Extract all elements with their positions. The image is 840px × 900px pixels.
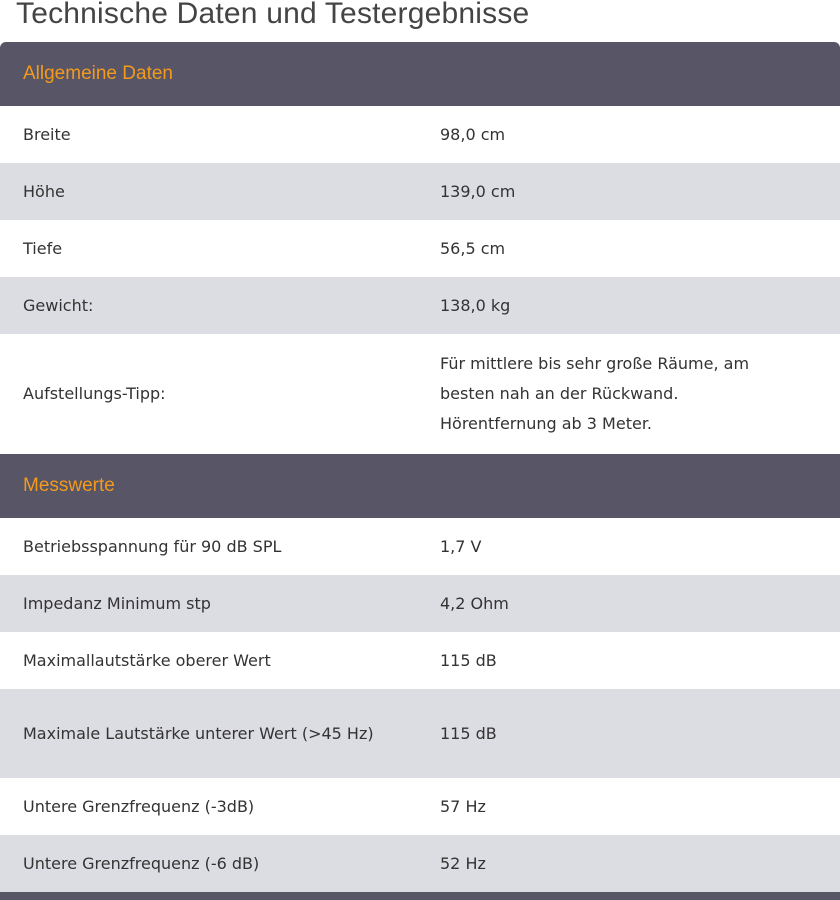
table-row (0, 778, 840, 835)
section-title: Messwerte (0, 454, 840, 518)
row-label: Untere Grenzfrequenz (-6 dB) (0, 835, 440, 892)
table-row (0, 689, 840, 778)
page-title: Technische Daten und Testergebnisse (16, 0, 530, 30)
section-header-measurements (0, 454, 840, 518)
row-value: 115 dB (440, 632, 840, 689)
row-label: Höhe (0, 163, 440, 220)
row-value: 139,0 cm (440, 163, 840, 220)
table-row (0, 106, 840, 163)
row-value: 98,0 cm (440, 106, 840, 163)
row-value: 115 dB (440, 689, 840, 778)
table-row (0, 277, 840, 334)
row-value: Für mittlere bis sehr große Räume, am besten nah an der Rückwand. Hörentfernung ab 3 Meter. (440, 334, 840, 454)
row-label: Untere Grenzfrequenz (-3dB) (0, 778, 440, 835)
spec-table (0, 42, 840, 900)
row-value: 52 Hz (440, 835, 840, 892)
row-label: Betriebsspannung für 90 dB SPL (0, 518, 440, 575)
table-row (0, 835, 840, 892)
section-title: Allgemeine Daten (0, 42, 840, 106)
row-label: Gewicht: (0, 277, 440, 334)
table-row (0, 334, 840, 454)
row-value: 57 Hz (440, 778, 840, 835)
table-row (0, 163, 840, 220)
section-header-next (0, 892, 840, 900)
table-row (0, 518, 840, 575)
row-value: 138,0 kg (440, 277, 840, 334)
row-value: 56,5 cm (440, 220, 840, 277)
row-label: Maximale Lautstärke unterer Wert (>45 Hz) (0, 689, 440, 778)
section-header-general (0, 42, 840, 106)
row-label: Tiefe (0, 220, 440, 277)
row-label: Impedanz Minimum stp (0, 575, 440, 632)
row-value: 1,7 V (440, 518, 840, 575)
row-label: Aufstellungs-Tipp: (0, 334, 440, 454)
table-row (0, 632, 840, 689)
row-label: Breite (0, 106, 440, 163)
table-row (0, 220, 840, 277)
row-label: Maximallautstärke oberer Wert (0, 632, 440, 689)
row-value: 4,2 Ohm (440, 575, 840, 632)
table-row (0, 575, 840, 632)
